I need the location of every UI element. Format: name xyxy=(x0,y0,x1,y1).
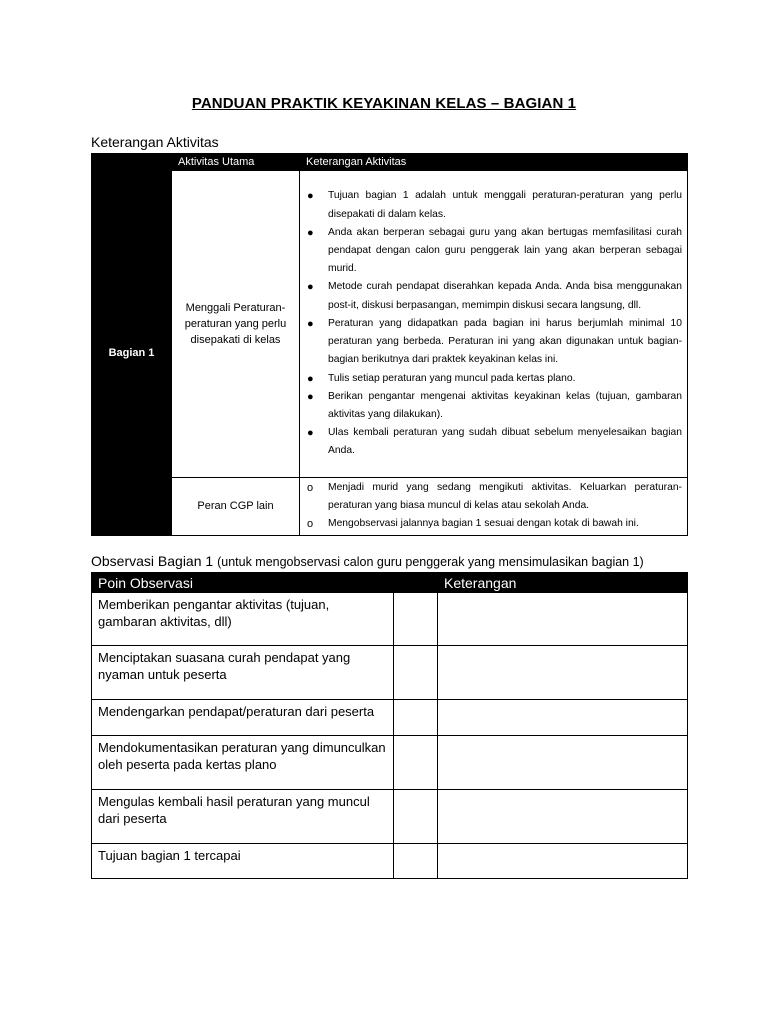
activity-row-menggali xyxy=(92,171,688,478)
document-title: PANDUAN PRAKTIK KEYAKINAN KELAS – BAGIAN 1 xyxy=(191,95,577,112)
activity-notes-menggali xyxy=(300,171,688,478)
activity-note-item xyxy=(301,515,682,533)
observation-row xyxy=(92,646,688,700)
observasi-heading-note: (untuk mengobservasi calon guru penggerak yang mensimulasikan bagian 1) xyxy=(217,555,644,569)
activity-note-item xyxy=(301,424,682,460)
observation-notes-cell[interactable] xyxy=(438,700,688,736)
observation-row xyxy=(92,790,688,844)
observation-check-cell[interactable] xyxy=(394,646,438,700)
activity-note-item xyxy=(301,315,682,370)
activity-note-text: Tujuan bagian 1 adalah untuk menggali peraturan-peraturan yang perlu disepakati di dalam kelas. xyxy=(328,190,682,220)
activity-note-text: Metode curah pendapat diserahkan kepada Anda. Anda bisa menggunakan post-it, diskusi berpasangan, memimpin diskusi secara langsung, dll. xyxy=(328,281,682,311)
activity-note-item xyxy=(301,187,682,223)
observation-point: Mendengarkan pendapat/peraturan dari peserta xyxy=(92,700,394,736)
observation-check-cell[interactable] xyxy=(394,790,438,844)
activity-row-peran xyxy=(92,478,688,536)
activity-note-item xyxy=(301,224,682,279)
activity-bullet-list xyxy=(301,187,686,460)
bagian-label: Bagian 1 xyxy=(92,171,172,536)
bullet-icon: ● xyxy=(307,427,314,440)
observation-check-cell[interactable] xyxy=(394,736,438,790)
observation-row xyxy=(92,736,688,790)
observasi-heading-text: Observasi Bagian 1 xyxy=(91,553,214,569)
bullet-icon: ● xyxy=(307,281,314,294)
observation-point: Tujuan bagian 1 tercapai xyxy=(92,844,394,879)
activity-note-text: Anda akan berperan sebagai guru yang akan bertugas memfasilitasi curah pendapat dengan calon guru penggerak lain yang akan berperan sebagai murid. xyxy=(328,226,682,275)
activity-note-text: Menjadi murid yang sedang mengikuti aktivitas. Keluarkan peraturan-peraturan yang biasa muncul di kelas atau sekolah Anda. xyxy=(328,482,682,512)
activity-table xyxy=(91,153,688,536)
header-poin-observasi: Poin Observasi xyxy=(92,573,394,593)
section-heading-observasi xyxy=(91,553,644,569)
observation-point: Menciptakan suasana curah pendapat yang nyaman untuk peserta xyxy=(92,646,394,700)
observation-row xyxy=(92,700,688,736)
activity-note-text: Berikan pengantar mengenai aktivitas keyakinan kelas (tujuan, gambaran aktivitas yang dilakukan). xyxy=(328,390,682,420)
bullet-icon: ● xyxy=(307,372,314,385)
header-aktivitas-utama: Aktivitas Utama xyxy=(172,154,300,171)
observation-notes-cell[interactable] xyxy=(438,593,688,646)
observation-point: Memberikan pengantar aktivitas (tujuan, gambaran aktivitas, dll) xyxy=(92,593,394,646)
observation-check-cell[interactable] xyxy=(394,593,438,646)
activity-note-text: Tulis setiap peraturan yang muncul pada kertas plano. xyxy=(328,372,576,384)
observation-notes-cell[interactable] xyxy=(438,646,688,700)
activity-note-item xyxy=(301,479,682,515)
activity-note-item xyxy=(301,370,682,388)
observation-row xyxy=(92,844,688,879)
header-keterangan: Keterangan xyxy=(438,573,688,593)
activity-notes-peran xyxy=(300,478,688,536)
bullet-icon: ● xyxy=(307,226,314,239)
observation-notes-cell[interactable] xyxy=(438,736,688,790)
observation-point: Mengulas kembali hasil peraturan yang muncul dari peserta xyxy=(92,790,394,844)
header-keterangan-aktivitas: Keterangan Aktivitas xyxy=(300,154,688,171)
bullet-icon: ● xyxy=(307,390,314,403)
circle-bullet-icon: o xyxy=(307,482,314,494)
activity-note-text: Peraturan yang didapatkan pada bagian ini harus berjumlah minimal 10 peraturan yang berbeda. Peraturan ini yang akan digunakan untuk bagian-bagian berikutnya dari praktek keyakinan kelas ini. xyxy=(328,317,682,366)
observation-check-cell[interactable] xyxy=(394,844,438,879)
observation-notes-cell[interactable] xyxy=(438,844,688,879)
observation-table xyxy=(91,572,688,879)
bullet-icon: ● xyxy=(307,190,314,203)
header-blank-check xyxy=(394,573,438,593)
observation-row xyxy=(92,593,688,646)
observation-table-header xyxy=(92,573,688,593)
main-activity-menggali: Menggali Peraturan-peraturan yang perlu disepakati di kelas xyxy=(172,171,300,478)
bullet-icon: ● xyxy=(307,317,314,330)
observation-point: Mendokumentasikan peraturan yang dimunculkan oleh peserta pada kertas plano xyxy=(92,736,394,790)
activity-note-text: Mengobservasi jalannya bagian 1 sesuai dengan kotak di bawah ini. xyxy=(328,518,639,530)
header-blank xyxy=(92,154,172,171)
activity-table-header xyxy=(92,154,688,171)
observation-check-cell[interactable] xyxy=(394,700,438,736)
main-activity-peran: Peran CGP lain xyxy=(172,478,300,536)
observation-notes-cell[interactable] xyxy=(438,790,688,844)
activity-note-item xyxy=(301,278,682,314)
circle-bullet-icon: o xyxy=(307,518,314,531)
section-heading-keterangan: Keterangan Aktivitas xyxy=(91,134,219,150)
activity-note-item xyxy=(301,388,682,424)
activity-note-text: Ulas kembali peraturan yang sudah dibuat sebelum menyelesaikan bagian Anda. xyxy=(328,427,682,457)
activity-circle-list xyxy=(301,479,686,534)
